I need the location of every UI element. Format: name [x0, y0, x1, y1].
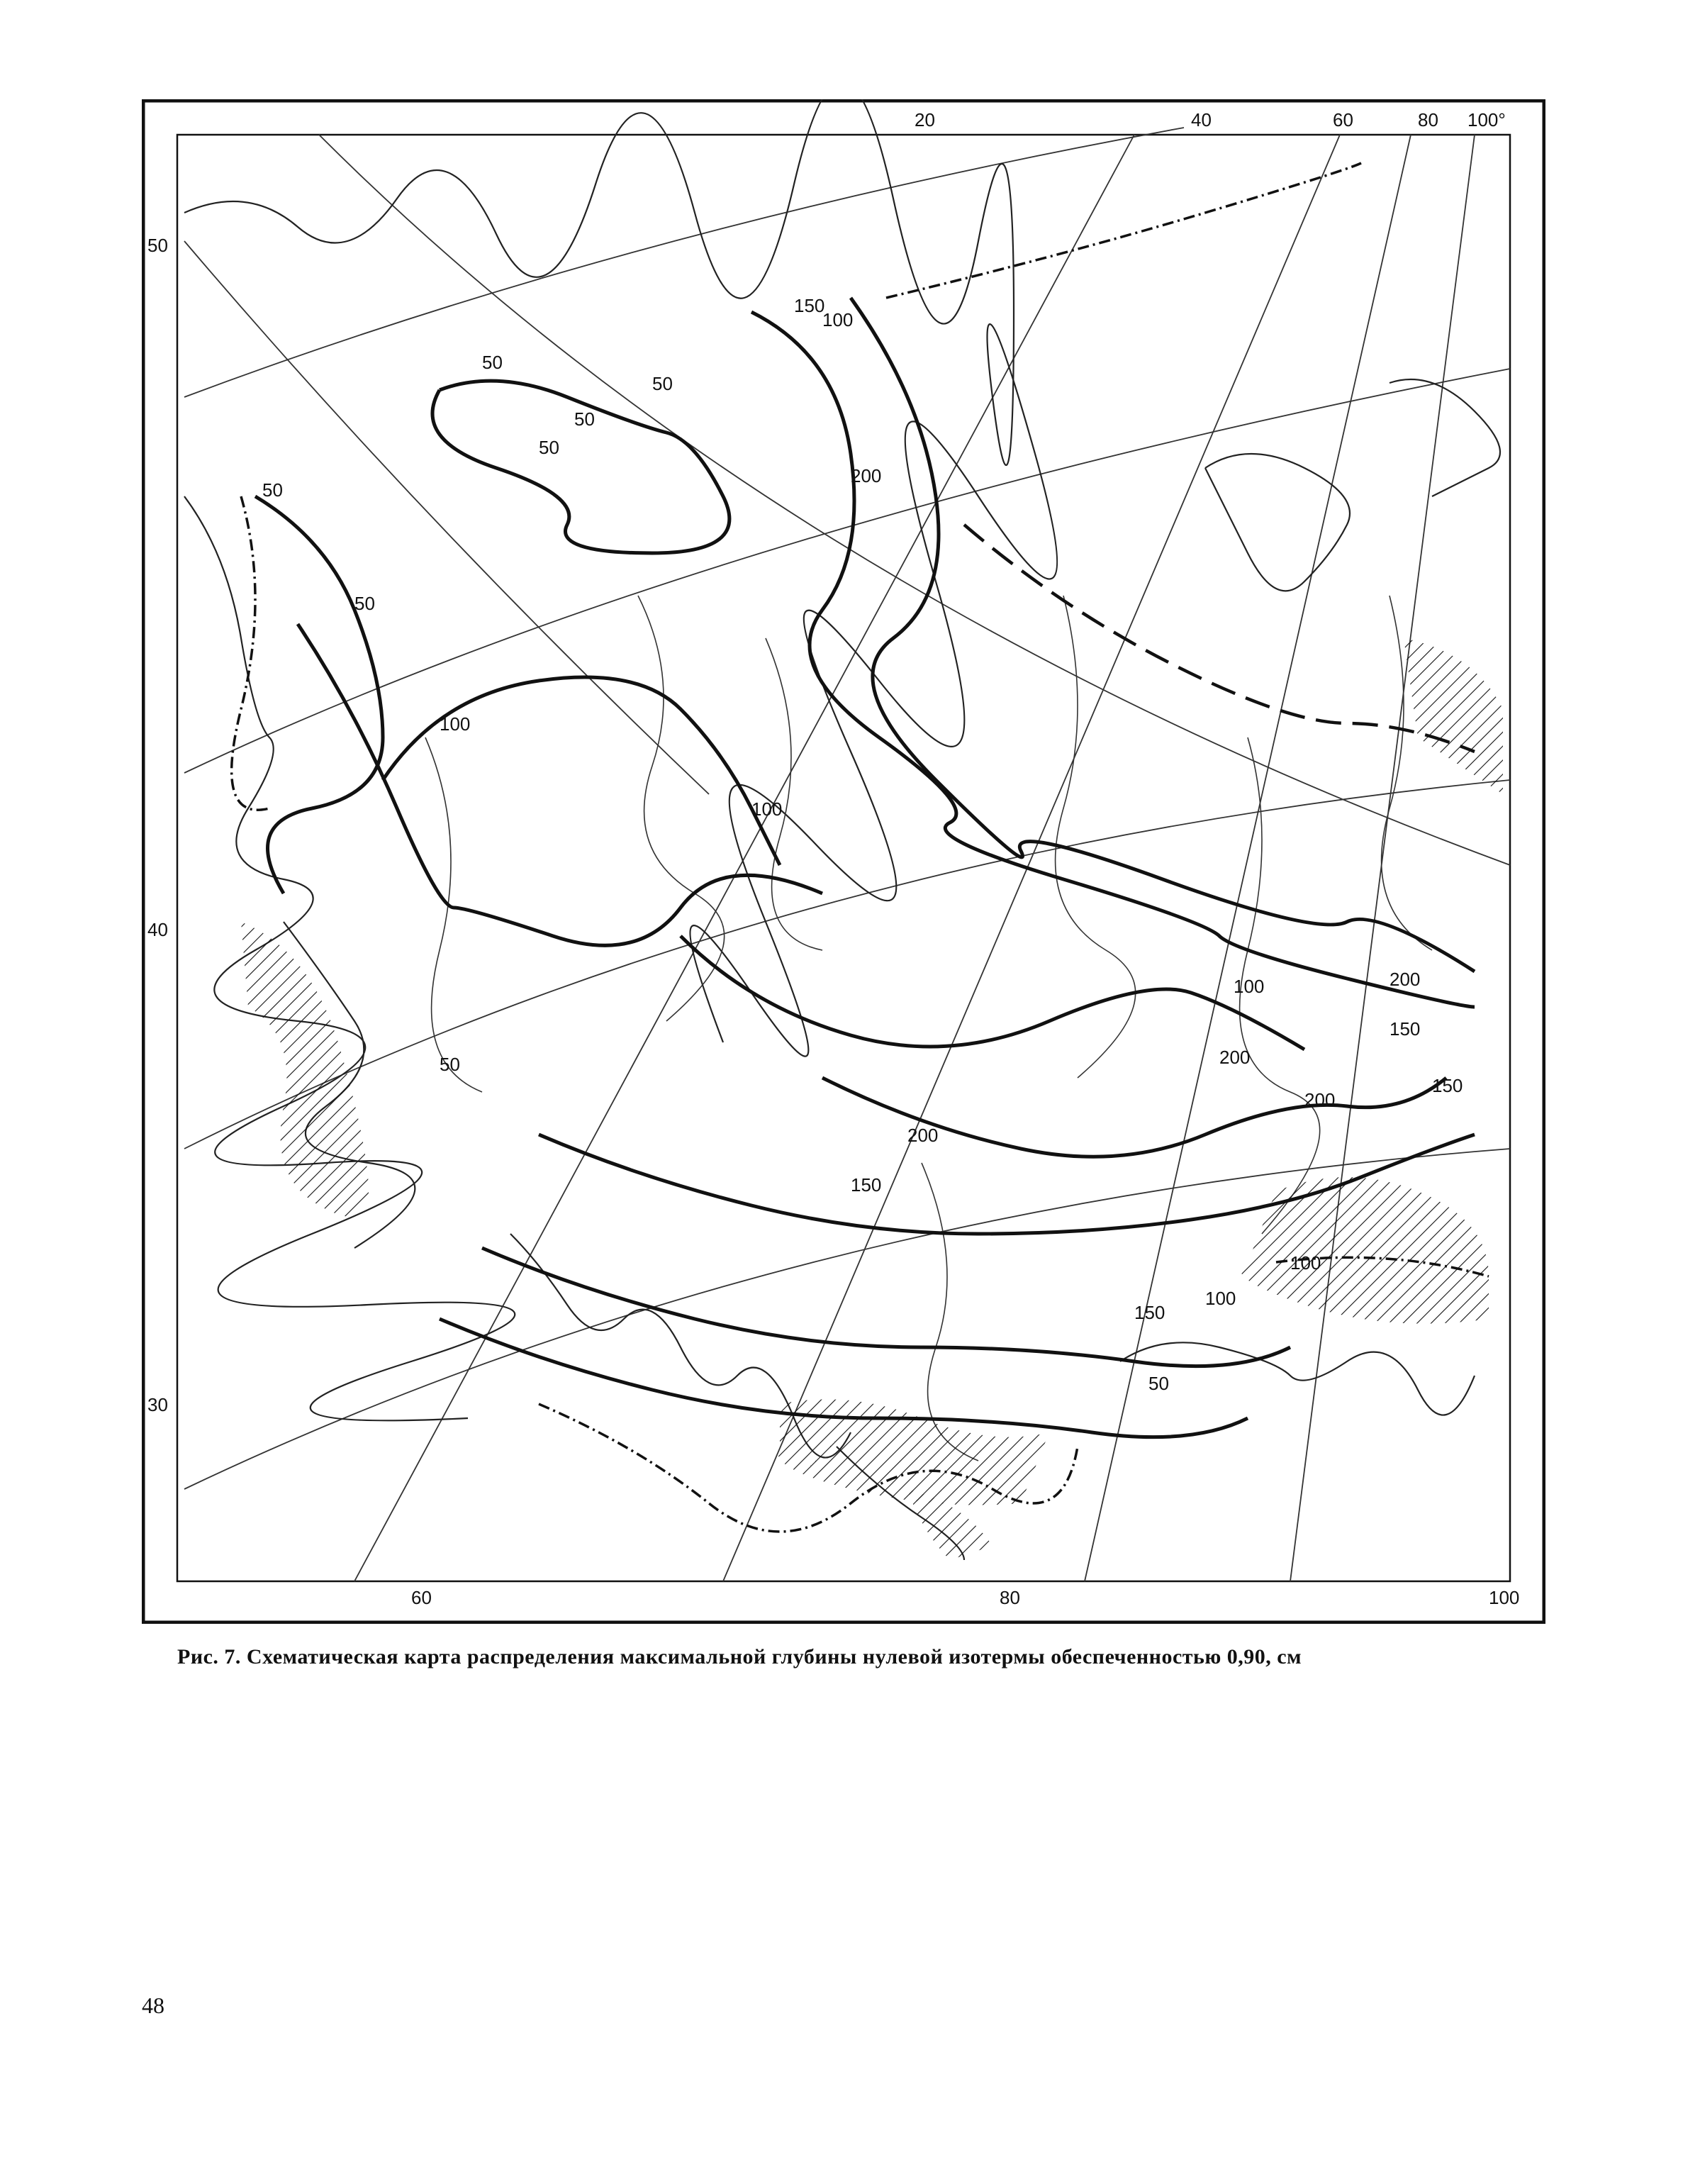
isotherm-label: 50	[539, 437, 559, 458]
isotherm-label: 100	[822, 309, 854, 330]
graticule	[184, 128, 1510, 1581]
isotherm-label: 200	[907, 1125, 939, 1146]
isotherm-label: 200	[1219, 1047, 1251, 1068]
isotherm-100-north	[383, 677, 783, 865]
left-tick: 40	[147, 919, 168, 940]
bottom-tick: 80	[1000, 1587, 1020, 1608]
hatched-zone	[1404, 638, 1503, 794]
isotherm-label: 50	[652, 373, 673, 394]
rivers	[425, 596, 1432, 1461]
bottom-tick: 100	[1489, 1587, 1520, 1608]
isotherm-label: 150	[1432, 1075, 1463, 1096]
top-tick: 40	[1191, 109, 1212, 130]
isotherm-label: 100	[440, 713, 471, 735]
isotherm-label: 200	[1390, 969, 1421, 990]
isotherm-150	[751, 312, 1475, 1007]
isotherm-map	[142, 99, 1545, 1624]
left-tick: 50	[147, 235, 168, 256]
hatched-zone	[1241, 1177, 1489, 1324]
isotherm-label: 100	[1234, 976, 1265, 997]
isotherm-label: 150	[794, 295, 825, 316]
bottom-ticks	[411, 1587, 1519, 1608]
isotherm-label: 50	[574, 408, 595, 430]
isotherm-label: 50	[262, 479, 283, 501]
top-ticks	[915, 109, 1506, 130]
isotherm-label: 100	[751, 798, 783, 820]
isotherm-label: 150	[851, 1174, 882, 1196]
figure-caption: Рис. 7. Схематическая карта распределения максимальной глубины нулевой изотермы обеспеченностью 0,90, см	[177, 1645, 1302, 1668]
page-number: 48	[142, 1993, 164, 2018]
top-tick: 20	[915, 109, 935, 130]
isotherm-label: 150	[1390, 1018, 1421, 1040]
isotherm-label: 100	[1205, 1288, 1236, 1309]
isotherm-label: 50	[1148, 1373, 1169, 1394]
inner-frame	[177, 135, 1510, 1581]
isotherm-label: 150	[1134, 1302, 1165, 1323]
isotherm-50	[432, 381, 729, 553]
isotherm-100-coast	[482, 1248, 1290, 1366]
borders	[232, 163, 1489, 1532]
top-tick: 100°	[1467, 109, 1506, 130]
isotherm-label: 50	[482, 352, 503, 373]
map-frame	[142, 99, 1545, 1624]
isotherm-100-south	[681, 936, 1304, 1049]
isotherm-label: 200	[851, 465, 882, 486]
left-ticks	[147, 235, 168, 1415]
isotherm-label: 100	[1290, 1252, 1321, 1274]
isotherm-50-west	[255, 496, 383, 893]
isotherm-label: 50	[354, 593, 375, 614]
isotherm-label: 50	[440, 1054, 460, 1075]
top-tick: 80	[1418, 109, 1438, 130]
left-tick: 30	[147, 1394, 168, 1415]
top-tick: 60	[1333, 109, 1353, 130]
bottom-tick: 60	[411, 1587, 432, 1608]
isotherm-label: 200	[1304, 1089, 1336, 1110]
